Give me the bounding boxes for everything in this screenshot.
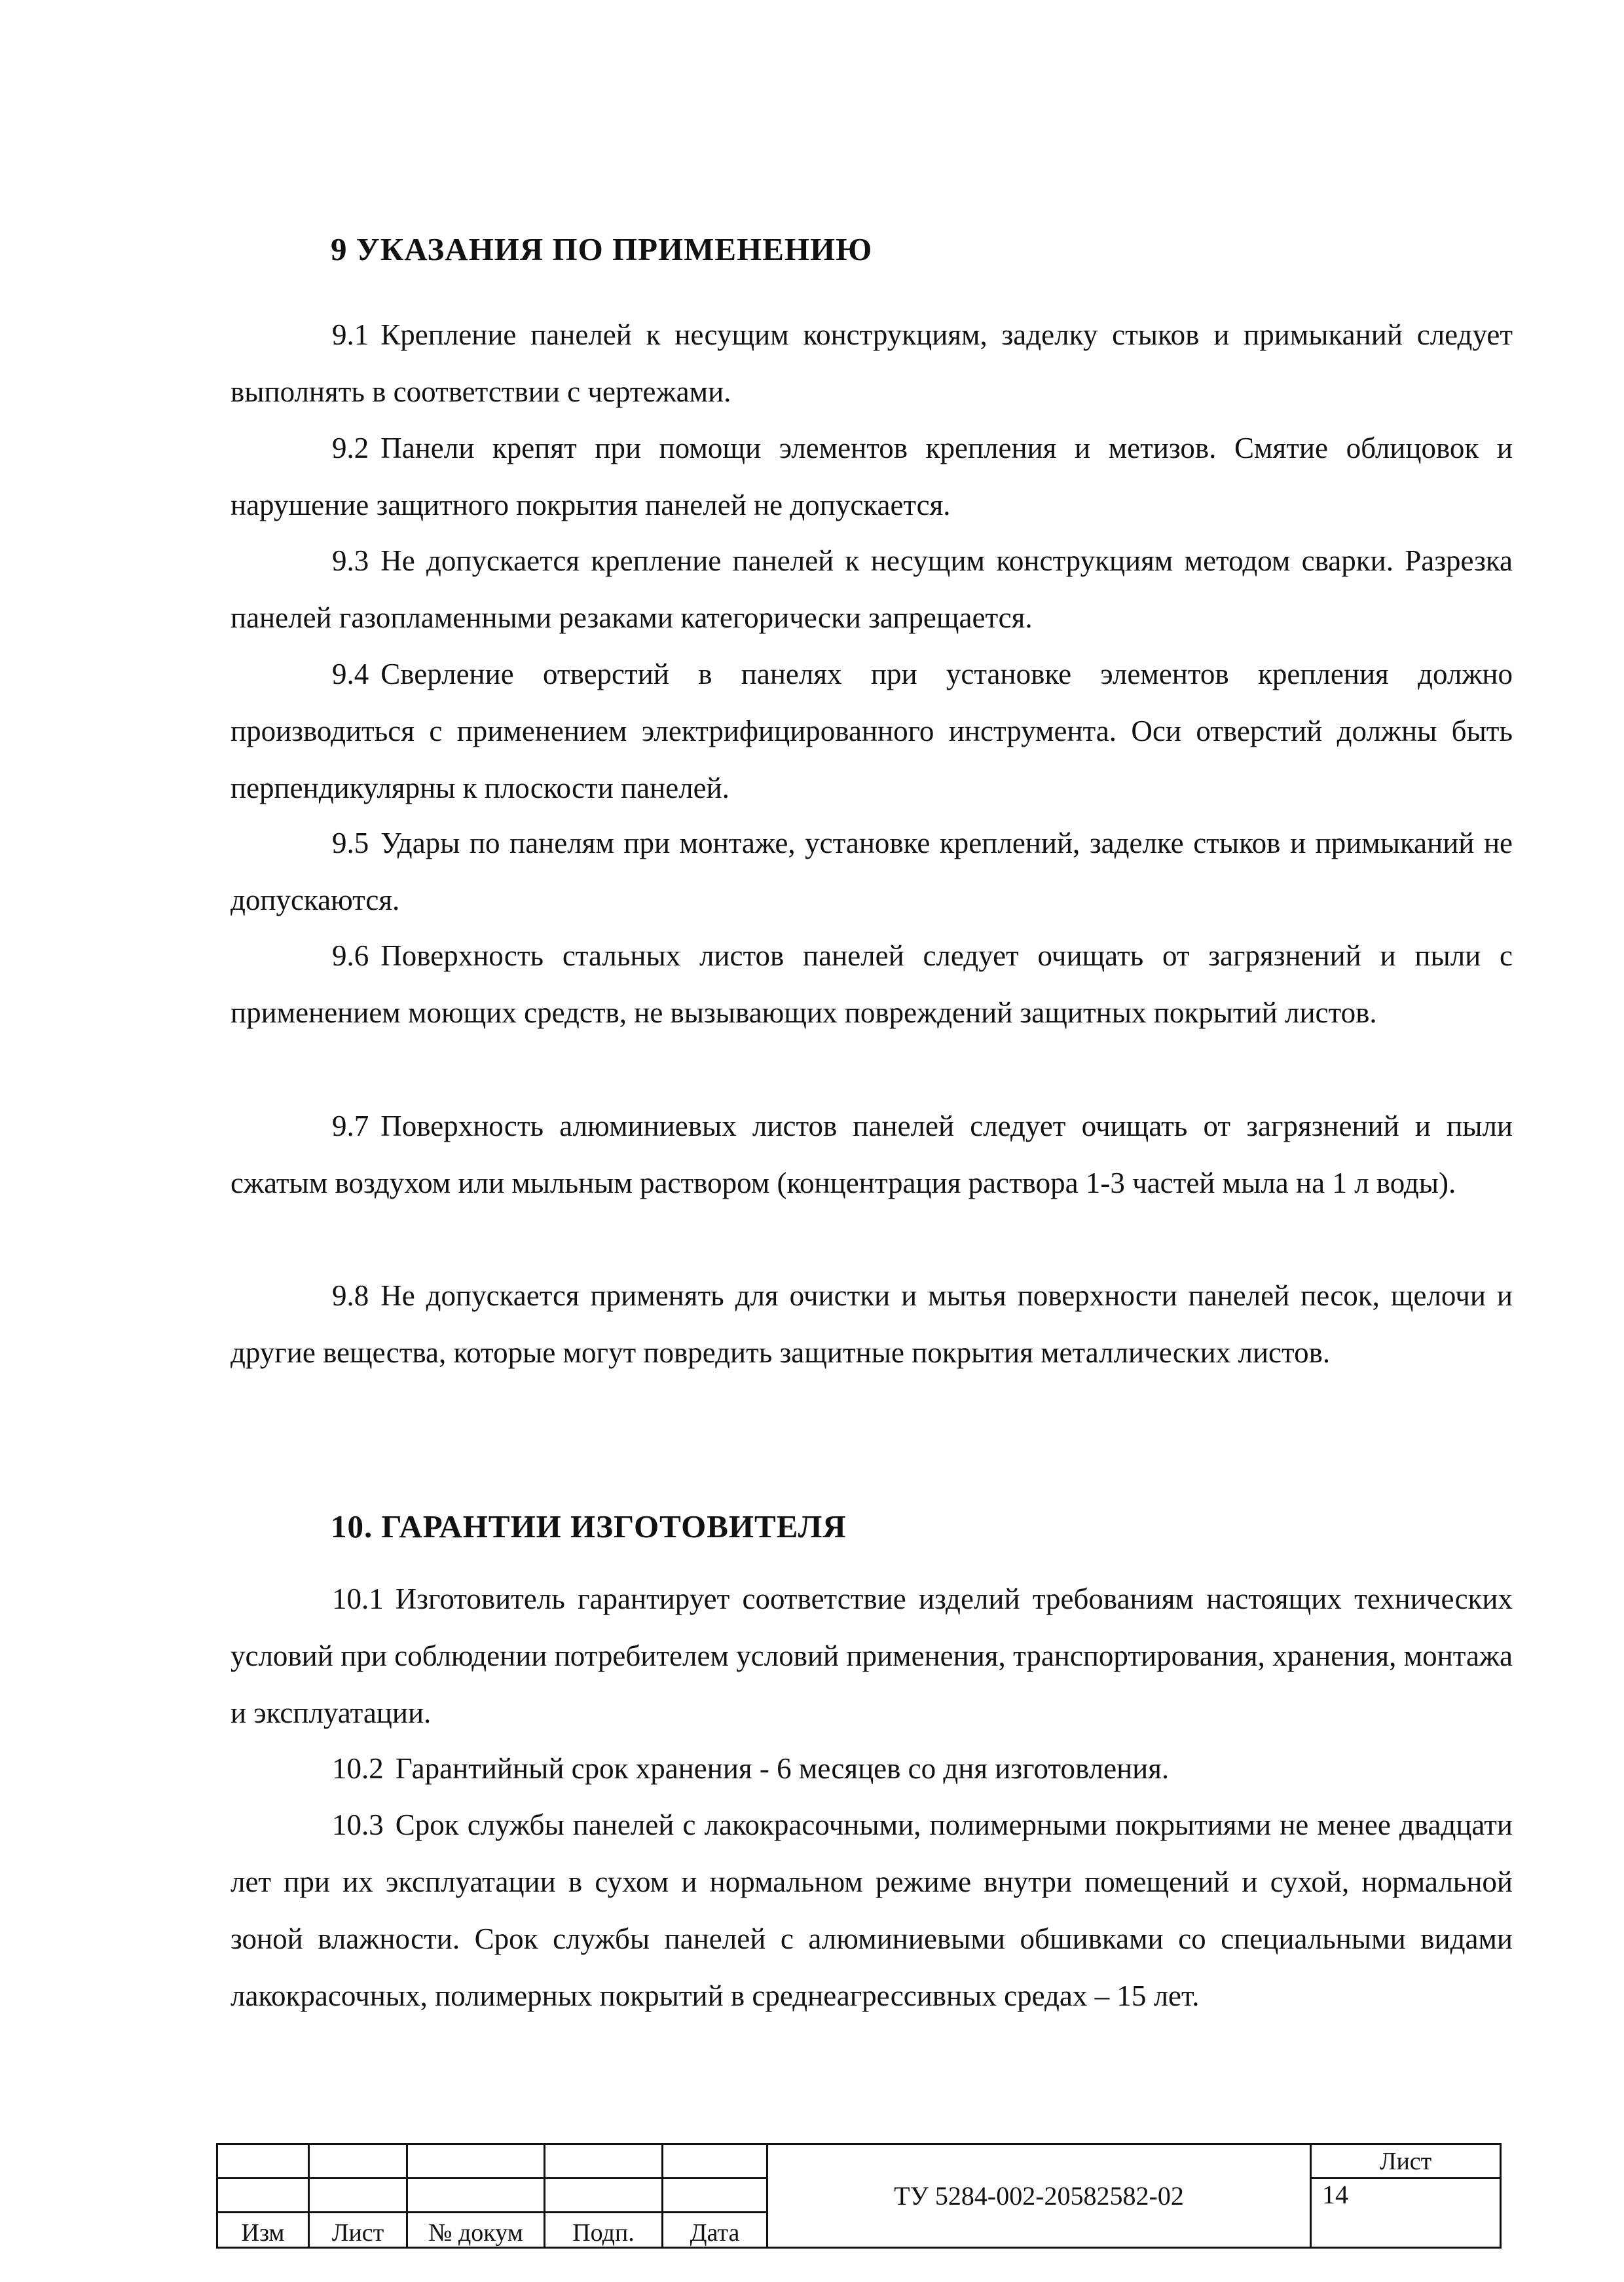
item-text: Панели крепят при помощи элементов крепления и метизов. Смятие облицовок и нарушение защитного покрытия панелей не допускается. bbox=[231, 432, 1513, 521]
stamp-cell bbox=[545, 2144, 663, 2179]
item-number: 9.3 bbox=[332, 544, 369, 577]
item-text: Сверление отверстий в панелях при установке элементов крепления должно производиться с применением электрифицированного инструмента. Оси отверстий должны быть перпендикулярны к плоскости панелей. bbox=[231, 658, 1513, 804]
paragraph-9-2 bbox=[231, 420, 1513, 534]
sheet-label: Лист bbox=[1311, 2144, 1501, 2179]
item-number: 9.4 bbox=[332, 658, 369, 690]
stamp-cell bbox=[217, 2179, 309, 2213]
paragraph-9-4 bbox=[231, 646, 1513, 817]
stamp-cell bbox=[545, 2179, 663, 2213]
stamp-cell bbox=[309, 2179, 407, 2213]
paragraph-10-1 bbox=[231, 1571, 1513, 1742]
caption-signature: Подп. bbox=[545, 2213, 663, 2248]
paragraph-9-7 bbox=[231, 1098, 1513, 1212]
paragraph-9-8 bbox=[231, 1267, 1513, 1381]
item-number: 10.3 bbox=[332, 1808, 384, 1841]
item-text: Удары по панелям при монтаже, установке креплений, заделке стыков и примыканий не допускаются. bbox=[231, 827, 1513, 916]
item-number: 9.1 bbox=[332, 318, 369, 351]
stamp-cell bbox=[407, 2144, 545, 2179]
paragraph-10-3 bbox=[231, 1797, 1513, 2025]
stamp-cell bbox=[663, 2179, 767, 2213]
item-text: Крепление панелей к несущим конструкциям, заделку стыков и примыканий следует выполнять в соответствии с чертежами. bbox=[231, 318, 1513, 408]
stamp-cell bbox=[663, 2144, 767, 2179]
paragraph-9-1 bbox=[231, 307, 1513, 421]
paragraph-9-6 bbox=[231, 927, 1513, 1041]
caption-date: Дата bbox=[663, 2213, 767, 2248]
section-9-heading: 9 УКАЗАНИЯ ПО ПРИМЕНЕНИЮ bbox=[331, 231, 873, 267]
title-block bbox=[216, 2143, 1500, 2247]
item-number: 10.1 bbox=[332, 1582, 384, 1615]
paragraph-9-3 bbox=[231, 533, 1513, 646]
item-text: Срок службы панелей с лакокрасочными, полимерными покрытиями не менее двадцати лет при их эксплуатации в сухом и нормальном режиме внутри помещений и сухой, нормальной зоной влажности. Срок службы панелей с алюминиевыми обшивками со специальными видами лакокрасочных, полимерных покрытий в среднеагрессивных средах – 15 лет. bbox=[231, 1808, 1513, 2012]
stamp-cell bbox=[407, 2179, 545, 2213]
item-number: 10.2 bbox=[332, 1752, 384, 1785]
caption-change: Изм bbox=[217, 2213, 309, 2248]
section-10-heading: 10. ГАРАНТИИ ИЗГОТОВИТЕЛЯ bbox=[331, 1508, 847, 1544]
item-number: 9.2 bbox=[332, 432, 369, 464]
item-number: 9.7 bbox=[332, 1110, 369, 1142]
document-code: ТУ 5284-002-20582582-02 bbox=[767, 2144, 1311, 2248]
item-text: Гарантийный срок хранения - 6 месяцев со дня изготовления. bbox=[395, 1752, 1170, 1785]
item-number: 9.8 bbox=[332, 1279, 369, 1312]
item-number: 9.6 bbox=[332, 939, 369, 972]
stamp-cell bbox=[309, 2144, 407, 2179]
item-text: Изготовитель гарантирует соответствие изделий требованиям настоящих технических условий при соблюдении потребителем условий применения, транспортирования, хранения, монтажа и эксплуатации. bbox=[231, 1582, 1513, 1729]
sheet-number: 14 bbox=[1311, 2179, 1501, 2248]
item-text: Поверхность стальных листов панелей следует очищать от загрязнений и пыли с применением моющих средств, не вызывающих повреждений защитных покрытий листов. bbox=[231, 939, 1513, 1029]
paragraph-9-5 bbox=[231, 815, 1513, 929]
item-number: 9.5 bbox=[332, 827, 369, 859]
stamp-cell bbox=[217, 2144, 309, 2179]
caption-document-no: № докум bbox=[407, 2213, 545, 2248]
caption-sheet: Лист bbox=[309, 2213, 407, 2248]
item-text: Поверхность алюминиевых листов панелей следует очищать от загрязнений и пыли сжатым воздухом или мыльным раствором (концентрация раствора 1-3 частей мыла на 1 л воды). bbox=[231, 1110, 1513, 1199]
paragraph-10-2 bbox=[231, 1740, 1513, 1797]
item-text: Не допускается крепление панелей к несущим конструкциям методом сварки. Разрезка панелей газопламенными резаками категорически запрещается. bbox=[231, 544, 1513, 634]
item-text: Не допускается применять для очистки и мытья поверхности панелей песок, щелочи и другие вещества, которые могут повредить защитные покрытия металлических листов. bbox=[231, 1279, 1513, 1369]
